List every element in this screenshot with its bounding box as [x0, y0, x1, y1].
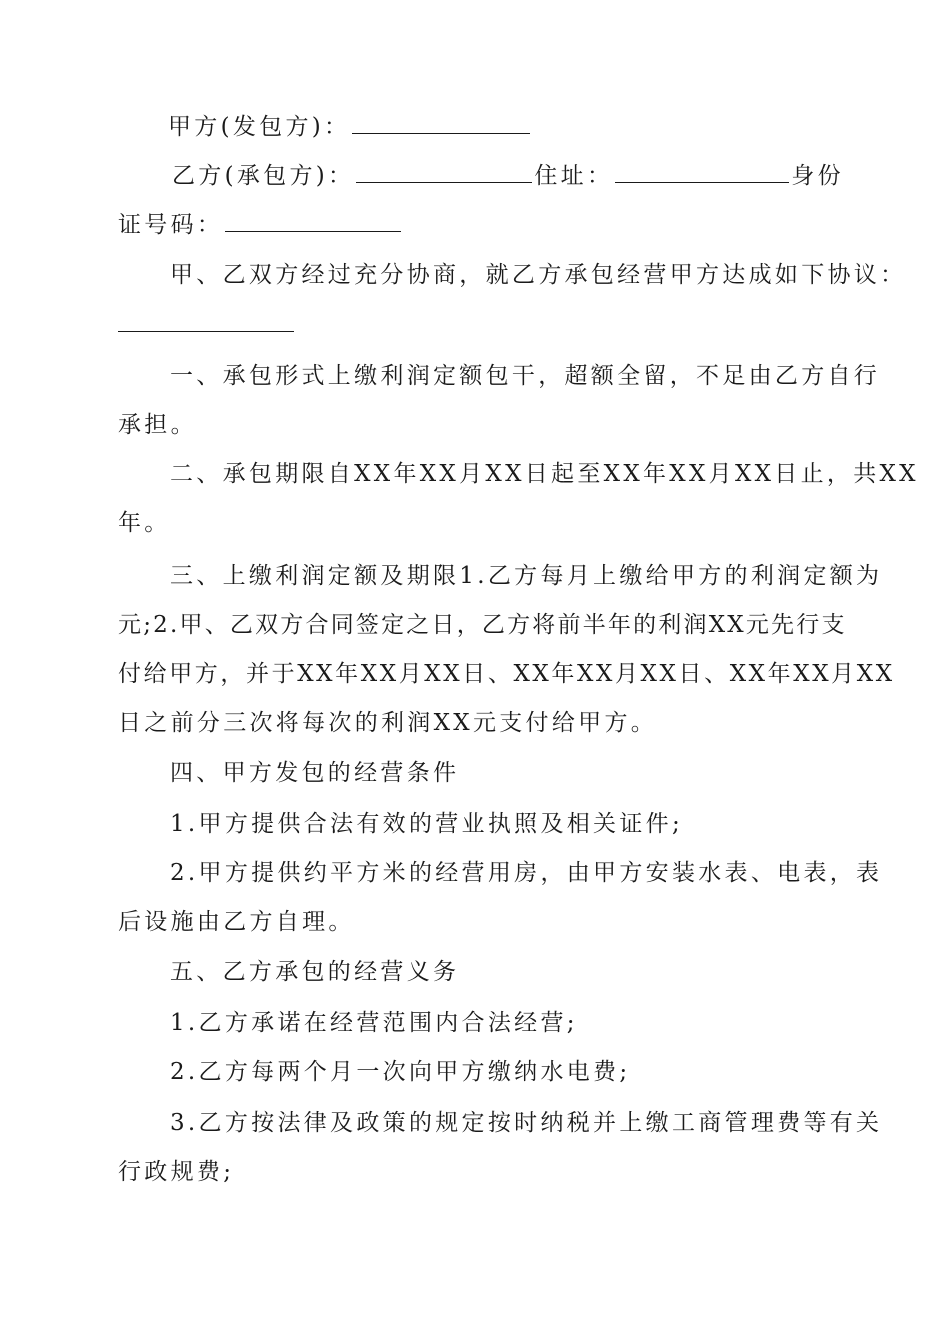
clause-4-item-2-line-1: 2.甲方提供约平方米的经营用房，由甲方安装水表、电表，表: [170, 860, 883, 886]
clause-5-item-3-line-1: 3.乙方按法律及政策的规定按时纳税并上缴工商管理费等有关: [170, 1110, 883, 1136]
clause-3-line-2: 元;2.甲、乙双方合同签定之日，乙方将前半年的利润XX元先行支: [118, 612, 847, 638]
clause-2-line-1: 二、承包期限自XX年XX月XX日起至XX年XX月XX日止，共XX: [170, 461, 919, 487]
intro-blank-line: [118, 301, 838, 350]
clause-4-item-2-line-2: 后设施由乙方自理。: [118, 909, 355, 935]
clause-5-item-2: 2.乙方每两个月一次向甲方缴纳水电费;: [170, 1059, 631, 1085]
intro-text: 甲、乙双方经过充分协商，就乙方承包经营甲方达成如下协议：: [170, 262, 907, 288]
id-label-part1: 身份: [791, 163, 844, 189]
party-a-line: [168, 103, 888, 152]
id-label-part2: 证号码：: [118, 212, 224, 238]
party-b-label: 乙方(承包方)：: [172, 163, 355, 189]
address-label: 住址：: [534, 163, 614, 189]
clause-3-line-4: 日之前分三次将每次的利润XX元支付给甲方。: [118, 710, 658, 736]
clause-3-line-3: 付给甲方，并于XX年XX月XX日、XX年XX月XX日、XX年XX月XX: [118, 661, 895, 687]
party-a-label: 甲方(发包方)：: [168, 114, 351, 140]
clause-4-title: 四、甲方发包的经营条件: [170, 760, 460, 786]
party-a-blank: [352, 113, 530, 134]
address-blank: [615, 162, 789, 183]
intro-blank: [118, 311, 294, 332]
clause-5-item-1: 1.乙方承诺在经营范围内合法经营;: [170, 1010, 578, 1036]
id-number-line: [118, 201, 838, 250]
clause-1-line-2: 承担。: [118, 412, 197, 438]
clause-1-line-1: 一、承包形式上缴利润定额包干，超额全留，不足由乙方自行: [170, 363, 881, 389]
clause-3-line-1: 三、上缴利润定额及期限1.乙方每月上缴给甲方的利润定额为: [170, 563, 883, 589]
clause-2-line-2: 年。: [118, 510, 171, 536]
clause-4-item-1: 1.甲方提供合法有效的营业执照及相关证件;: [170, 811, 683, 837]
id-number-blank: [225, 211, 401, 232]
party-b-line: [172, 152, 892, 201]
clause-5-item-3-line-2: 行政规费;: [118, 1159, 235, 1185]
party-b-blank: [356, 162, 532, 183]
clause-5-title: 五、乙方承包的经营义务: [170, 959, 460, 985]
intro-paragraph: [170, 251, 907, 300]
